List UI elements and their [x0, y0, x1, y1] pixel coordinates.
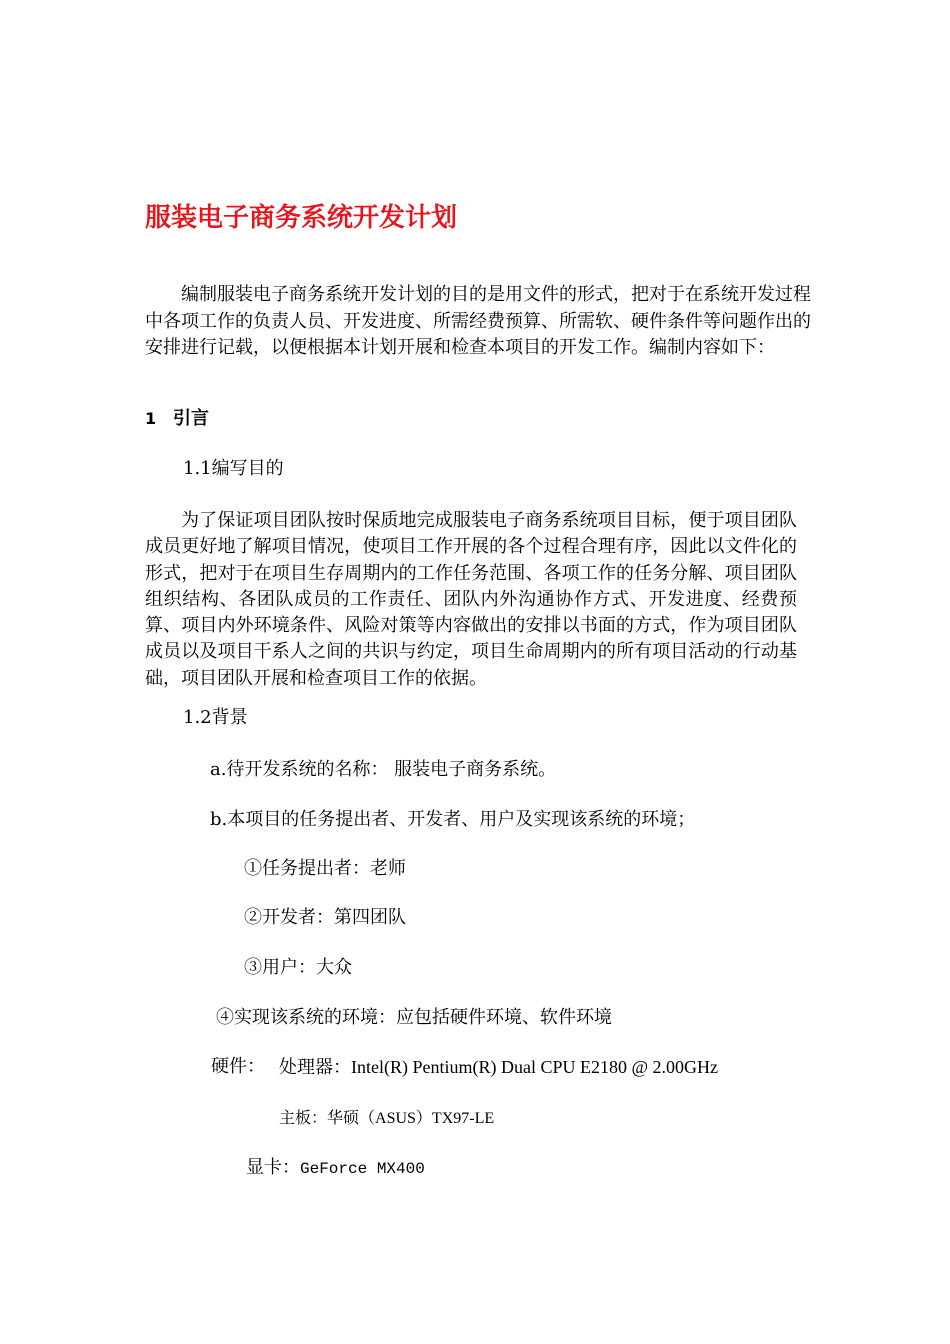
- cpu-spec-line: [279, 1054, 718, 1081]
- section-1-title: 引言: [173, 408, 209, 429]
- gpu-label: 显卡：: [246, 1157, 300, 1178]
- cpu-label: 处理器：: [279, 1057, 351, 1078]
- sub-item-developer: ②开发者：第四团队: [244, 907, 406, 928]
- document-title: 服装电子商务系统开发计划: [145, 203, 458, 233]
- hardware-label: 硬件：: [211, 1056, 265, 1077]
- sub-item-user: ③用户：大众: [244, 957, 352, 978]
- section-1-number: 1: [145, 409, 157, 428]
- sub-item-task-proposer: ①任务提出者：老师: [244, 858, 406, 879]
- motherboard-spec-line: [279, 1105, 494, 1132]
- motherboard-value: 华硕（ASUS）TX97-LE: [327, 1110, 495, 1127]
- gpu-spec-line: [246, 1155, 425, 1182]
- section-1-2-heading: 1.2背景: [183, 707, 248, 728]
- gpu-value: GeForce MX400: [300, 1160, 425, 1178]
- background-item-a: a.待开发系统的名称： 服装电子商务系统。: [210, 759, 557, 780]
- section-1-1-heading: 1.1编写目的: [183, 458, 284, 479]
- motherboard-label: 主板：: [279, 1108, 328, 1127]
- section-1-1-body: 为了保证项目团队按时保质地完成服装电子商务系统项目目标，便于项目团队成员更好地了解项目情况，使项目工作开展的各个过程合理有序，因此以文件化的形式，把对于在项目生存周期内的工作任务范围、各项工作的任务分解、项目团队组织结构、各团队成员的工作责任、团队内外沟通协作方式、开发进度、经费预算、项目内外环境条件、风险对策等内容做出的安排以书面的方式，作为项目团队成员以及项目干系人之间的共识与约定，项目生命周期内的所有项目活动的行动基础，项目团队开展和检查项目工作的依据。: [145, 510, 797, 689]
- sub-item-environment: ④实现该系统的环境：应包括硬件环境、软件环境: [216, 1007, 612, 1028]
- intro-paragraph: 编制服装电子商务系统开发计划的目的是用文件的形式，把对于在系统开发过程中各项工作的负责人员、开发进度、所需经费预算、所需软、硬件条件等问题作出的安排进行记载，以便根据本计划开展和检查本项目的开发工作。编制内容如下：: [145, 284, 811, 358]
- cpu-value: Intel(R) Pentium(R) Dual CPU E2180 @ 2.00GHz: [351, 1057, 719, 1077]
- section-1-heading: [145, 404, 209, 434]
- background-item-b: b.本项目的任务提出者、开发者、用户及实现该系统的环境；: [210, 809, 696, 830]
